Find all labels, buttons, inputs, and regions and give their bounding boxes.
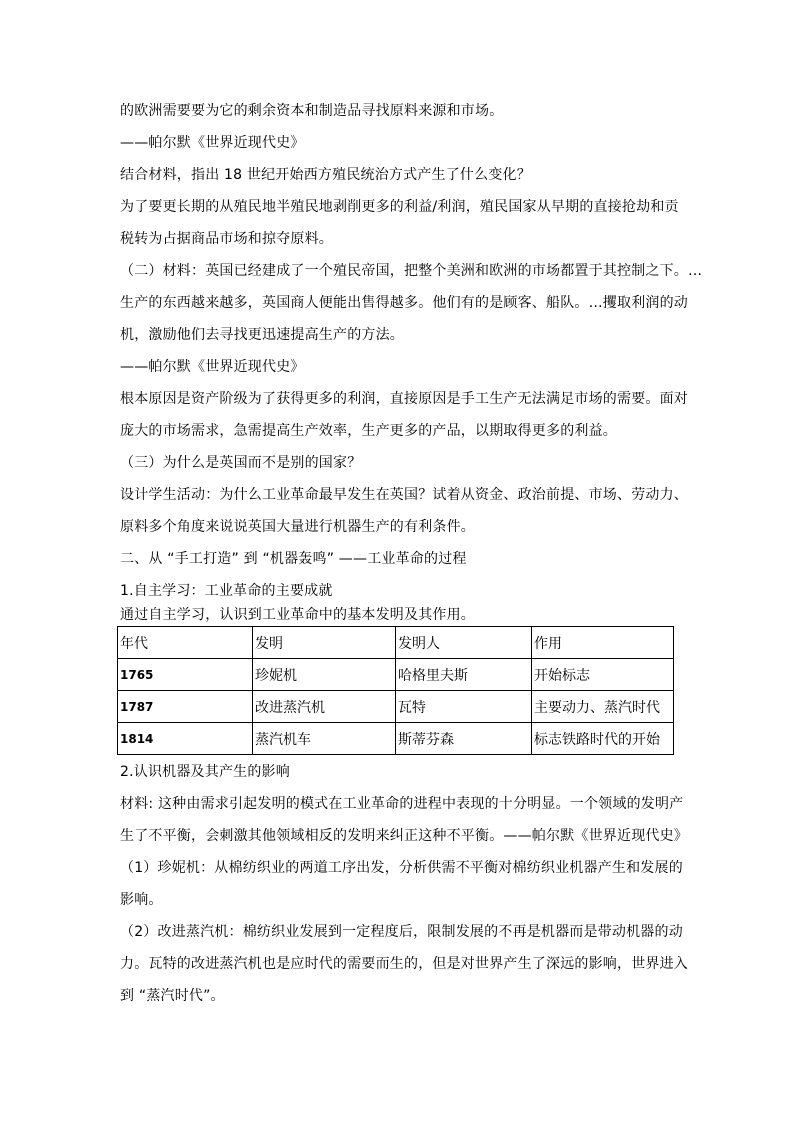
table-cell: 1787 bbox=[118, 691, 253, 723]
inventions-table bbox=[117, 626, 674, 755]
subsection-heading: 2.认识机器及其产生的影响 bbox=[120, 764, 290, 780]
table-header-cell: 发明人 bbox=[396, 627, 532, 659]
table-cell: 1814 bbox=[118, 723, 253, 755]
paragraph-line: （二）材料：英国已经建成了一个殖民帝国，把整个美洲和欧洲的市场都置于其控制之下。… bbox=[120, 263, 703, 279]
section-heading: （三）为什么是英国而不是别的国家？ bbox=[120, 455, 362, 471]
paragraph-line: 为了要更长期的从殖民地半殖民地剥削更多的利益/利润，殖民国家从早期的直接抢劫和贡 bbox=[120, 199, 679, 215]
paragraph-line: 力。瓦特的改进蒸汽机也是应时代的需要而生的，但是对世界产生了深远的影响，世界进入 bbox=[120, 956, 688, 972]
paragraph-line: 原料多个角度来说说英国大量进行机器生产的有利条件。 bbox=[120, 519, 475, 535]
table-header-row bbox=[118, 627, 674, 659]
paragraph-line: （2）改进蒸汽机：棉纺织业发展到一定程度后，限制发展的不再是机器而是带动机器的动 bbox=[120, 924, 683, 940]
table-cell: 蒸汽机车 bbox=[253, 723, 396, 755]
table-row bbox=[118, 691, 674, 723]
table-cell: 哈格里夫斯 bbox=[396, 659, 532, 691]
table-header-cell: 年代 bbox=[118, 627, 253, 659]
table-header-cell: 作用 bbox=[532, 627, 674, 659]
table-row bbox=[118, 723, 674, 755]
table-cell: 标志铁路时代的开始 bbox=[532, 723, 674, 755]
paragraph-line: 影响。 bbox=[120, 892, 163, 908]
paragraph-line: 根本原因是资产阶级为了获得更多的利润，直接原因是手工生产无法满足市场的需要。面对 bbox=[120, 391, 688, 407]
table-cell: 瓦特 bbox=[396, 691, 532, 723]
citation-line: ——帕尔默《世界近现代史》 bbox=[120, 359, 305, 375]
table-cell: 斯蒂芬森 bbox=[396, 723, 532, 755]
table-row bbox=[118, 659, 674, 691]
paragraph-line: 税转为占据商品市场和掠夺原料。 bbox=[120, 231, 333, 247]
paragraph-line: 庞大的市场需求，急需提高生产效率，生产更多的产品，以期取得更多的利益。 bbox=[120, 423, 617, 439]
table-header-cell: 发明 bbox=[253, 627, 396, 659]
table-cell: 珍妮机 bbox=[253, 659, 396, 691]
table-cell: 改进蒸汽机 bbox=[253, 691, 396, 723]
table-cell: 开始标志 bbox=[532, 659, 674, 691]
paragraph-line: 生了不平衡，会刺激其他领域相反的发明来纠正这种不平衡。——帕尔默《世界近现代史》 bbox=[120, 828, 688, 844]
paragraph-line: （1）珍妮机：从棉纺织业的两道工序出发，分析供需不平衡对棉纺织业机器产生和发展的 bbox=[120, 860, 683, 876]
question-line: 结合材料，指出 18 世纪开始西方殖民统治方式产生了什么变化？ bbox=[120, 167, 531, 183]
paragraph-line: 到 “蒸汽时代”。 bbox=[120, 988, 225, 1004]
paragraph-line: 通过自主学习，认识到工业革命中的基本发明及其作用。 bbox=[120, 607, 475, 623]
paragraph-line: 设计学生活动：为什么工业革命最早发生在英国？试着从资金、政治前提、市场、劳动力、 bbox=[120, 487, 688, 503]
paragraph-line: 生产的东西越来越多，英国商人便能出售得越多。他们有的是顾客、船队。…攫取利润的动 bbox=[120, 295, 688, 311]
paragraph-line: 的欧洲需要要为它的剩余资本和制造品寻找原料来源和市场。 bbox=[120, 103, 504, 119]
table-cell: 主要动力、蒸汽时代 bbox=[532, 691, 674, 723]
citation-line: ——帕尔默《世界近现代史》 bbox=[120, 135, 305, 151]
paragraph-line: 材料: 这种由需求引起发明的模式在工业革命的进程中表现的十分明显。一个领域的发明产 bbox=[120, 796, 684, 812]
subsection-heading: 1.自主学习：工业革命的主要成就 bbox=[120, 583, 333, 599]
section-heading: 二、从 “手工打造” 到 “机器轰鸣” ——工业革命的过程 bbox=[120, 551, 467, 567]
table-cell: 1765 bbox=[118, 659, 253, 691]
paragraph-line: 机，激励他们去寻找更迅速提高生产的方法。 bbox=[120, 327, 404, 343]
